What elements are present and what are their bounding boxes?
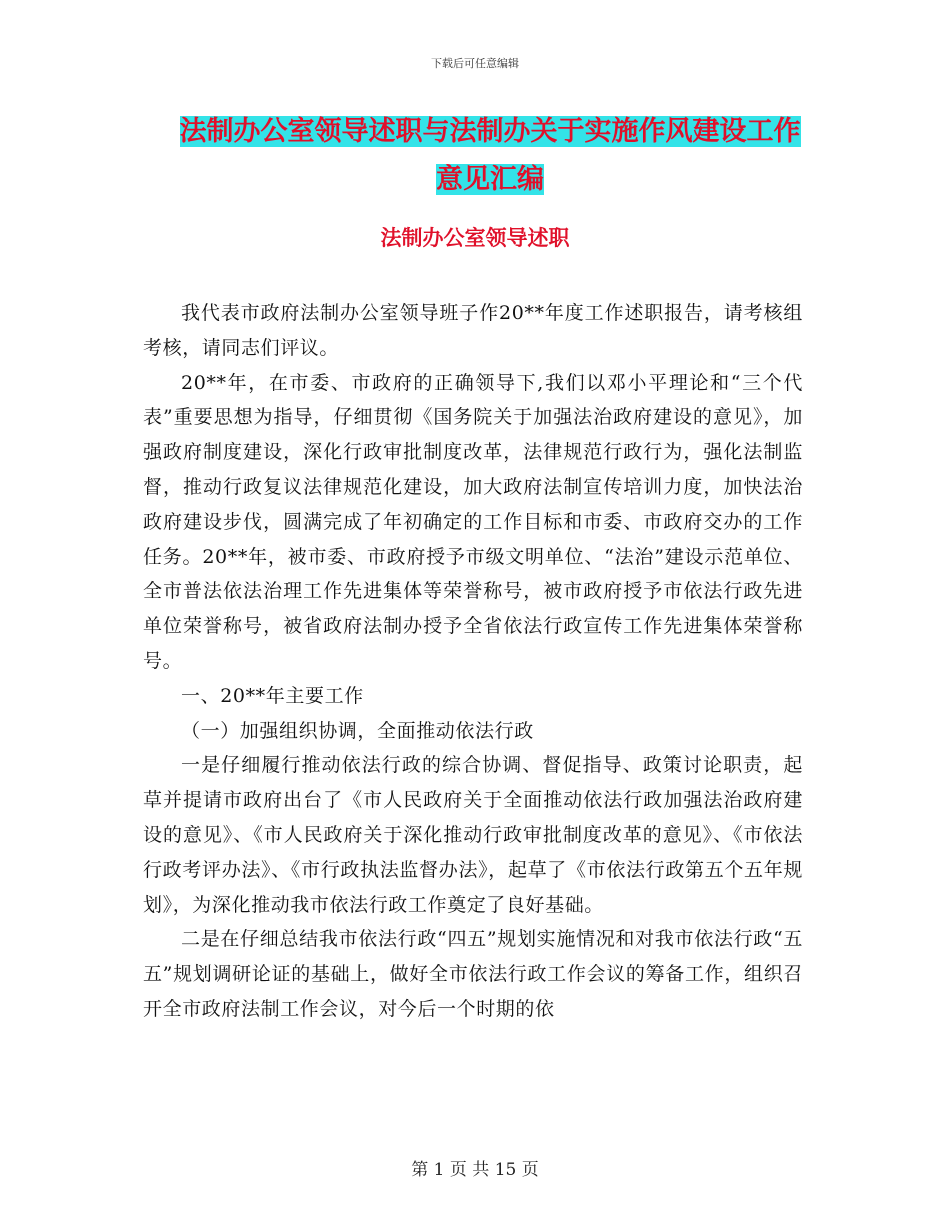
paragraph: 一是仔细履行推动依法行政的综合协调、督促指导、政策讨论职责，起草并提请市政府出台了《市人民政府关于全面推动依法行政加强法治政府建设的意见》、《市人民政府关于深化推动行政审批制度改革的意见》、《市依法行政考评办法》、《市行政执法监督办法》，起草了《市依法行政第五个五年规划》，为深化推动我市依法行政工作奠定了良好基础。 (143, 754, 803, 916)
paragraph: 20**年，在市委、市政府的正确领导下,我们以邓小平理论和“三个代表”重要思想为指导，仔细贯彻《国务院关于加强法治政府建设的意见》，加强政府制度建设，深化行政审批制度改革，法律规范行政行为，强化法制监督，推动行政复议法律规范化建设，加大政府法制宣传培训力度，加快法治政府建设步伐，圆满完成了年初确定的工作目标和市委、市政府交办的工作任务。20**年，被市委、市政府授予市级文明单位、“法治”建设示范单位、全市普法依法治理工作先进集体等荣誉称号，被市政府授予市依法行政先进单位荣誉称号，被省政府法制办授予全省依法行政宣传工作先进集体荣誉称号。 (143, 371, 803, 672)
header-note: 下载后可任意编辑 (431, 57, 519, 70)
page-footer: 第 1 页 共 15 页 (411, 1160, 539, 1180)
document-title-line-1: 法制办公室领导述职与法制办关于实施作风建设工作 (179, 116, 801, 147)
section-title: 法制办公室领导述职 (380, 226, 570, 250)
document-title (160, 108, 820, 204)
document-body (143, 296, 803, 1027)
heading-level-1: 一、20**年主要工作 (181, 684, 364, 707)
paragraph: 我代表市政府法制办公室领导班子作20**年度工作述职报告，请考核组考核，请同志们评议。 (143, 302, 803, 359)
heading-level-2: （一）加强组织协调，全面推动依法行政 (181, 719, 534, 742)
document-title-line-2: 意见汇编 (436, 164, 544, 195)
paragraph: 二是在仔细总结我市依法行政“四五”规划实施情况和对我市依法行政“五五”规划调研论证的基础上，做好全市依法行政工作会议的筹备工作，组织召开全市政府法制工作会议，对今后一个时期的依 (143, 928, 803, 1020)
